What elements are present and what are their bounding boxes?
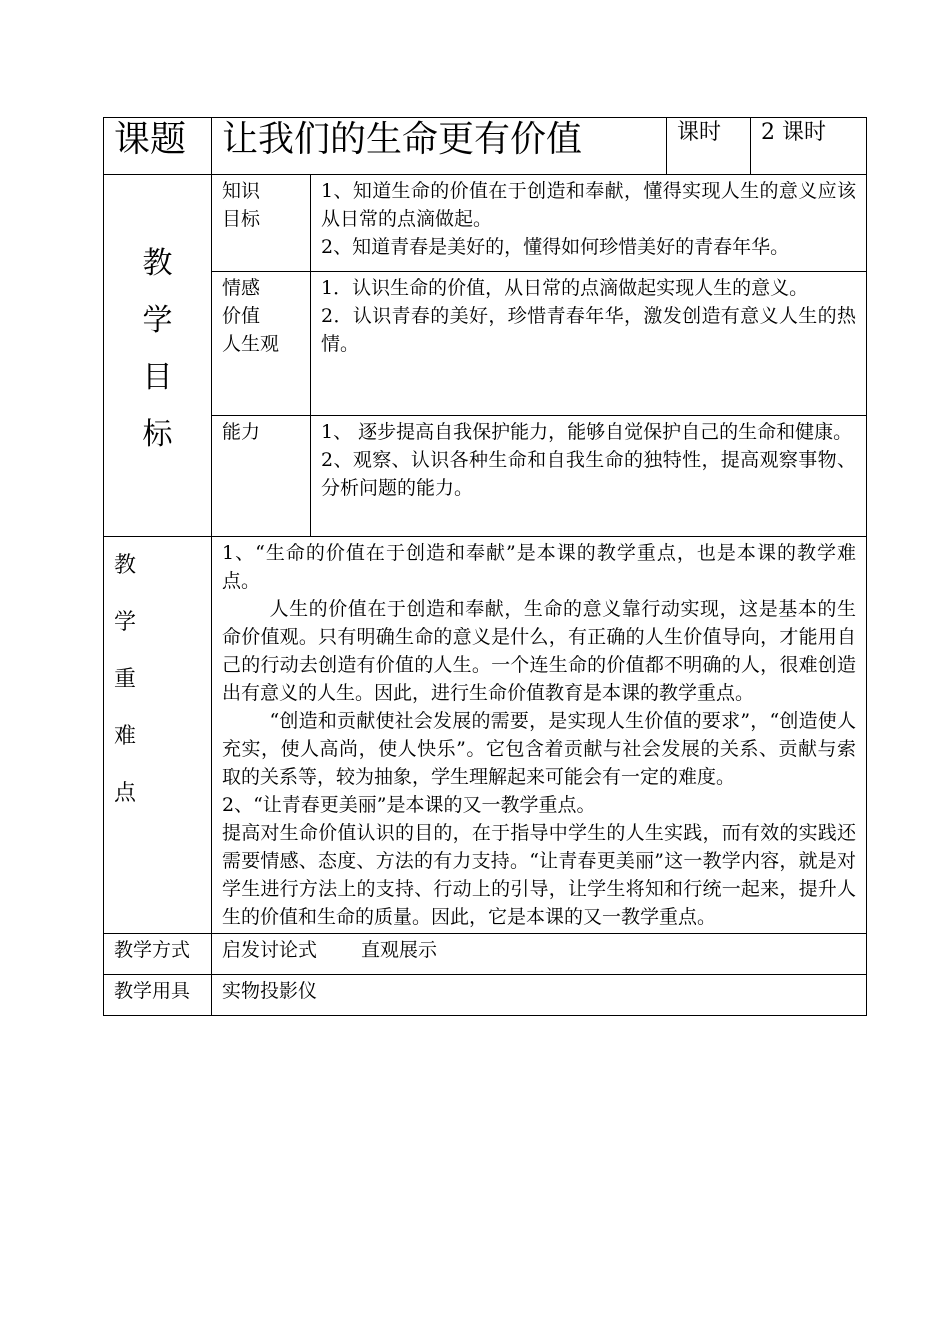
knowledge-label (212, 175, 310, 235)
knowledge-item: 2、知道青春是美好的，懂得如何珍惜美好的青春年华。 (321, 236, 790, 258)
key-points-label-char: 点 (114, 781, 137, 806)
hours-value: 2 课时 (761, 120, 827, 145)
objective-emotion-row (104, 272, 867, 416)
tools-label-cell (104, 975, 212, 1016)
emotion-item: 2．认识青春的美好，珍惜青春年华，激发创造有意义人生的热情。 (321, 305, 857, 355)
emotion-item: 1．认识生命的价值，从日常的点滴做起实现人生的意义。 (321, 277, 809, 299)
hours-cell (751, 118, 867, 175)
key-point-paragraph: “创造和贡献使社会发展的需要，是实现人生价值的要求”，“创造使人充实，使人高尚，使人快乐”。它包含着贡献与社会发展的关系、贡献与索取的关系等，较为抽象，学生理解起来可能会有一定的难度。 (222, 710, 857, 788)
title-row (104, 118, 867, 175)
topic-label-cell (104, 118, 212, 175)
topic-label: 课题 (114, 119, 187, 160)
method-row (104, 934, 867, 975)
emotion-label-cell (212, 272, 311, 416)
key-point-paragraph: 1、“生命的价值在于创造和奉献”是本课的教学重点，也是本课的教学难点。 (222, 542, 857, 592)
knowledge-item: 1、知道生命的价值在于创造和奉献，懂得实现人生的意义应该从日常的点滴做起。 (321, 180, 857, 230)
ability-label-cell (212, 416, 311, 537)
key-point-paragraph: 提高对生命价值认识的目的，在于指导中学生的人生实践，而有效的实践还需要情感、态度、方法的有力支持。“让青春更美丽”这一教学内容，就是对学生进行方法上的支持、行动上的引导，让学生将知和行统一起来，提升人生的价值和生命的质量。因此，它是本课的又一教学重点。 (222, 822, 857, 928)
lesson-plan-table (103, 117, 867, 1016)
key-points-row (104, 537, 867, 934)
tools-value: 实物投影仪 (222, 980, 318, 1002)
knowledge-label-cell (212, 175, 311, 272)
key-points-label-char: 难 (114, 724, 137, 749)
ability-content-cell (311, 416, 867, 537)
key-points-label-char: 重 (114, 667, 137, 692)
objectives-label-char: 学 (142, 303, 173, 338)
topic-title: 让我们的生命更有价值 (222, 119, 583, 160)
emotion-content-cell (311, 272, 867, 416)
key-points-label-char: 学 (114, 610, 137, 635)
key-point-paragraph: 人生的价值在于创造和奉献，生命的意义靠行动实现，这是基本的生命价值观。只有明确生命的意义是什么，有正确的人生价值导向，才能用自己的行动去创造有价值的人生。一个连生命的价值都不明确的人，很难创造出有意义的人生。因此，进行生命价值教育是本课的教学重点。 (222, 598, 857, 704)
key-point-paragraph: 2、“让青春更美丽”是本课的又一教学重点。 (222, 794, 596, 816)
objective-knowledge-row (104, 175, 867, 272)
topic-cell (212, 118, 667, 175)
objective-ability-row (104, 416, 867, 537)
method-value: 启发讨论式 (222, 939, 318, 961)
key-points-label (104, 537, 212, 934)
emotion-label-line: 价值 (222, 305, 261, 327)
ability-item: 2、观察、认识各种生命和自我生命的独特性，提高观察事物、分析问题的能力。 (321, 449, 857, 499)
method-label: 教学方式 (114, 939, 191, 961)
tools-row (104, 975, 867, 1016)
ability-item: 1、 逐步提高自我保护能力，能够自觉保护自己的生命和健康。 (321, 421, 853, 443)
objectives-label-char: 目 (142, 360, 173, 395)
objectives-label (104, 175, 212, 537)
method-label-cell (104, 934, 212, 975)
tools-content-cell (212, 975, 867, 1016)
knowledge-label-line: 目标 (222, 208, 261, 230)
method-value: 直观展示 (361, 939, 438, 961)
knowledge-label-line: 知识 (222, 180, 261, 202)
ability-label: 能力 (222, 421, 261, 443)
emotion-label (212, 272, 310, 360)
objectives-label-char: 标 (142, 417, 173, 452)
objectives-label-char: 教 (142, 246, 173, 281)
emotion-label-line: 情感 (222, 277, 261, 299)
hours-label-cell (667, 118, 751, 175)
key-points-label-char: 教 (114, 553, 137, 578)
emotion-label-line: 人生观 (222, 333, 280, 355)
tools-label: 教学用具 (114, 980, 191, 1002)
key-points-content-cell (212, 537, 867, 934)
knowledge-content-cell (311, 175, 867, 272)
hours-label: 课时 (677, 120, 722, 145)
method-content-cell (212, 934, 867, 975)
lesson-plan-sheet (103, 117, 866, 1016)
